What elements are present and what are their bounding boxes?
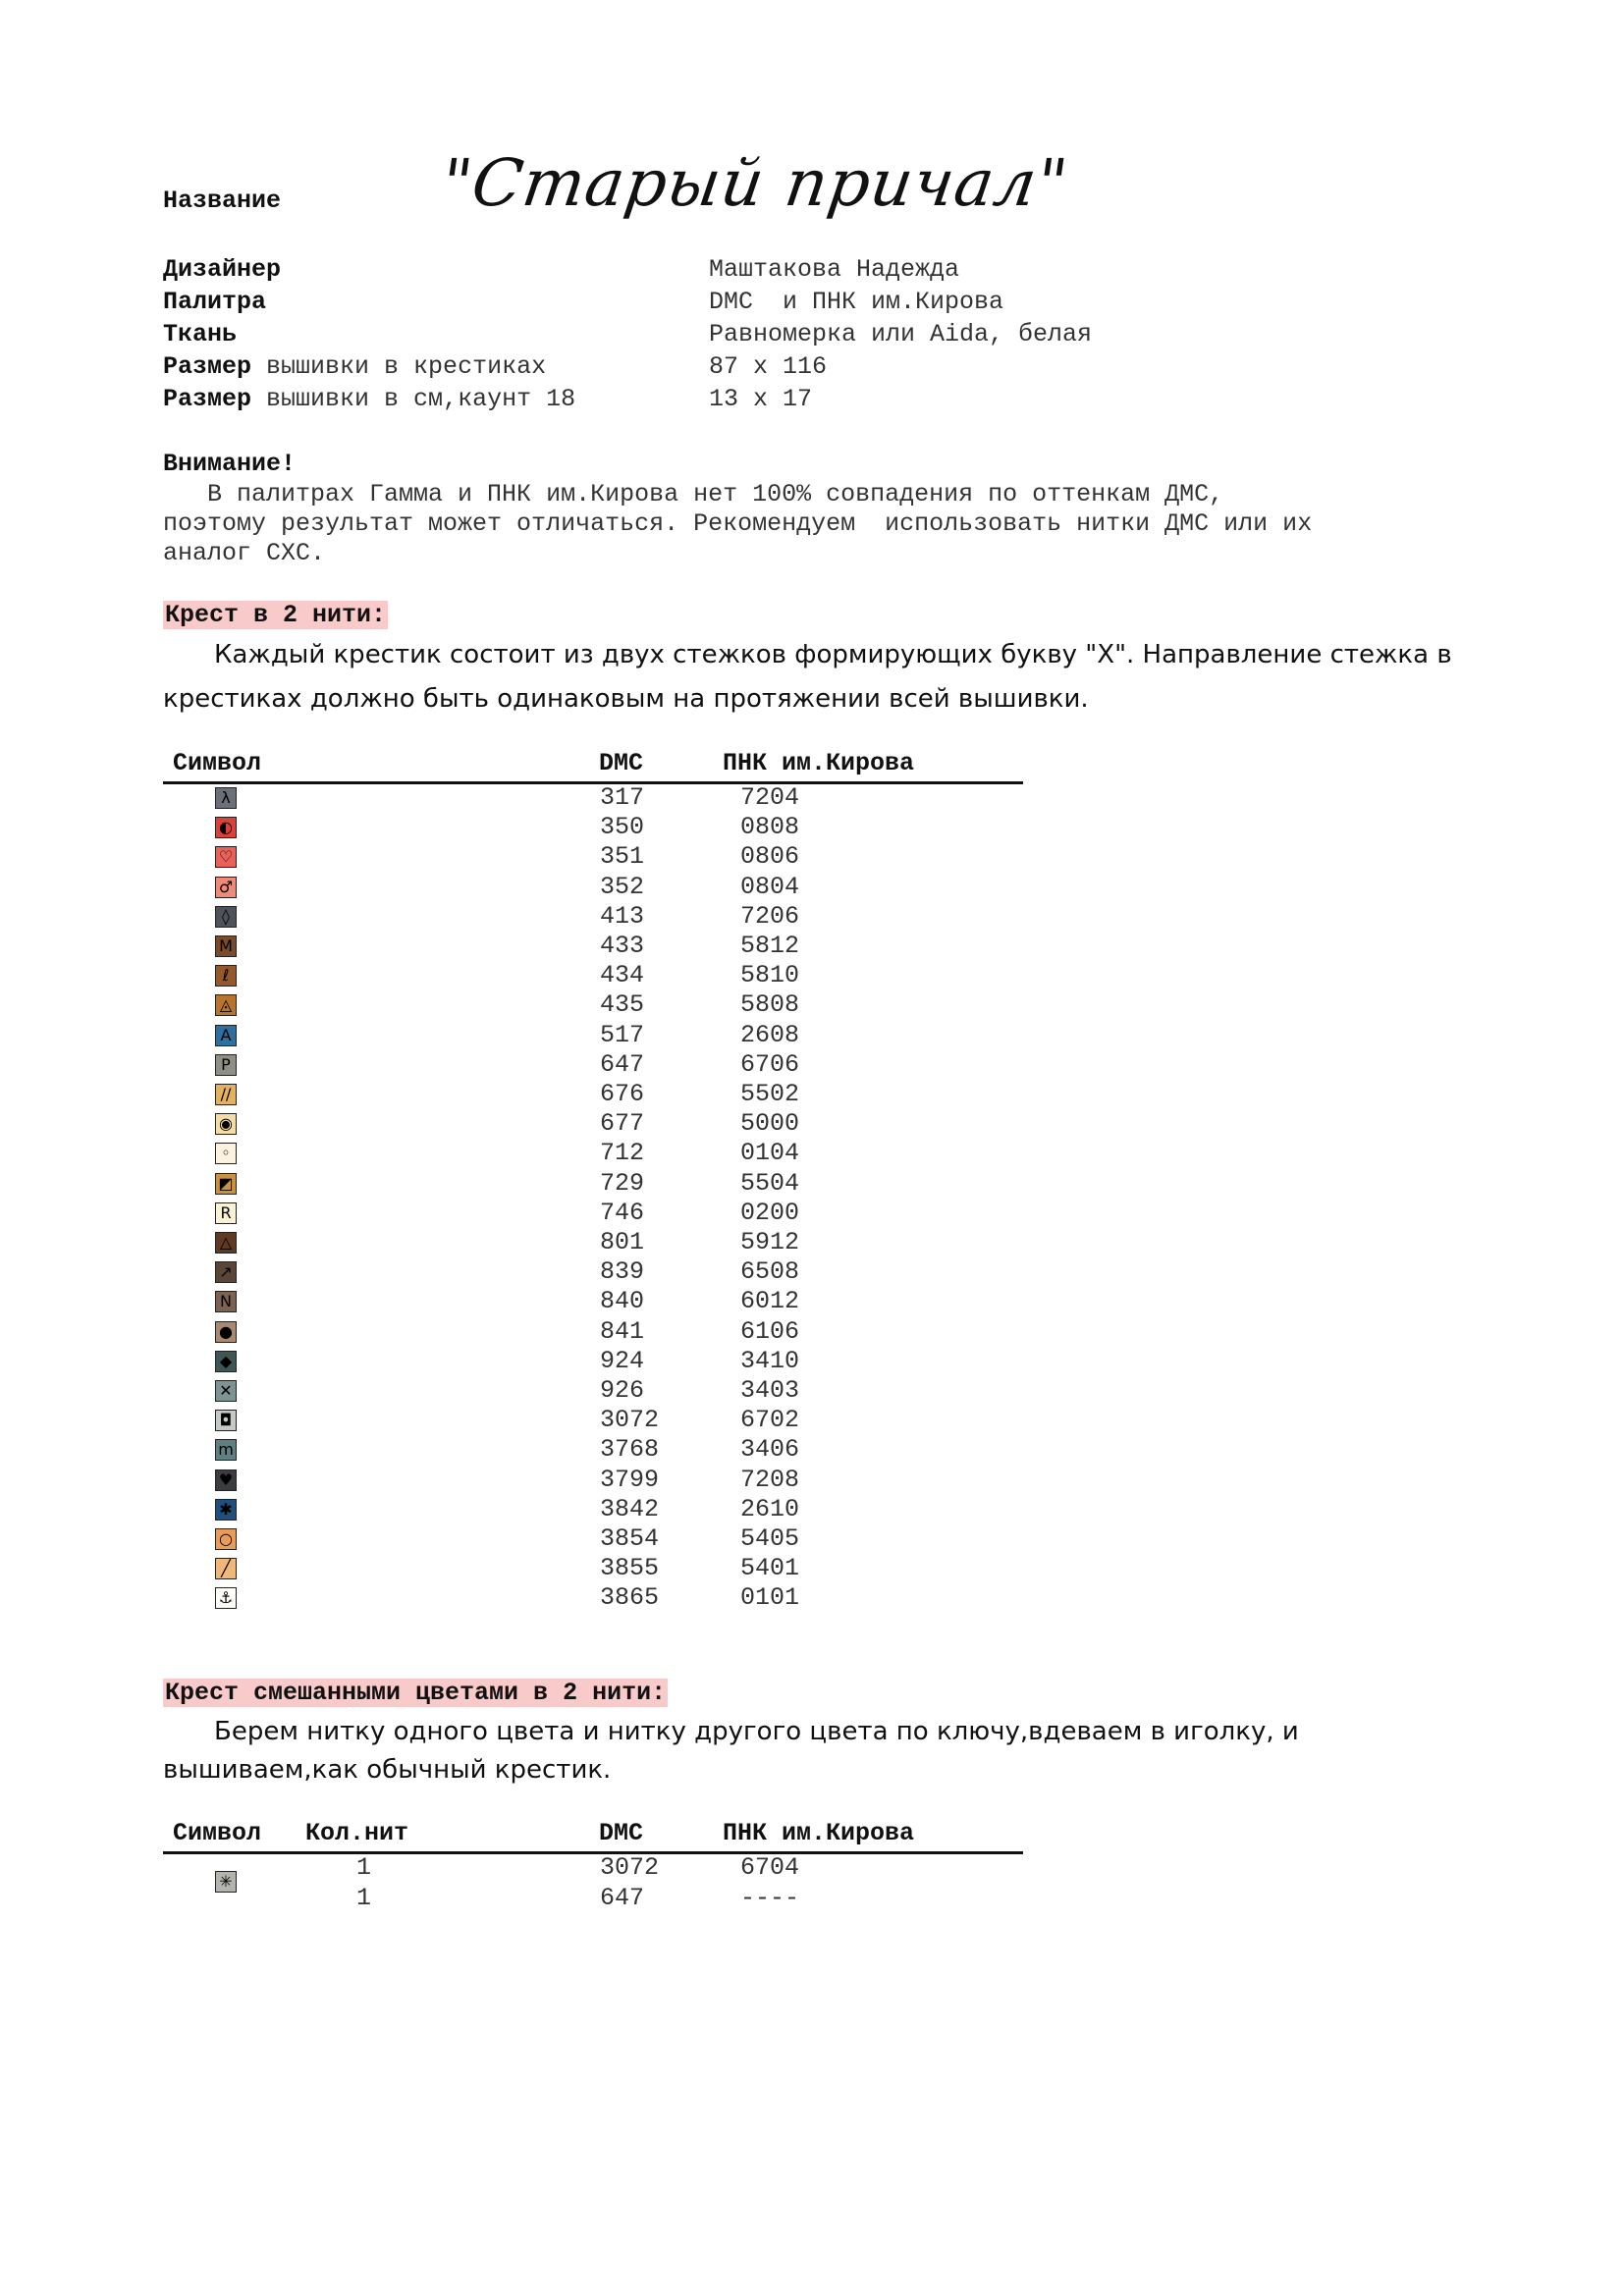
letter-m-small-icon: m — [215, 1439, 237, 1461]
section2-desc-line-2: вышиваем,как обычный крестик. — [163, 1755, 612, 1785]
half-circle-icon: ◐ — [215, 817, 237, 838]
script-l-icon: ℓ — [215, 965, 237, 987]
dmc-code: 350 — [600, 813, 645, 842]
pnk-code: 5502 — [740, 1080, 800, 1108]
heart-icon: ♡ — [215, 846, 237, 868]
dmc-code: 3854 — [600, 1524, 660, 1553]
pnk-code: 7204 — [740, 783, 800, 812]
dot-icon: ● — [215, 1321, 237, 1343]
notice-line-3: аналог СХС. — [163, 539, 326, 567]
palette-label: Палитра — [163, 288, 267, 316]
dmc-code: 647 — [600, 1049, 645, 1079]
size-cross-label-bold: Размер — [163, 352, 252, 381]
triangle-icon: △ — [215, 1232, 237, 1254]
pnk-code: 0104 — [740, 1139, 800, 1168]
dmc-code: 3799 — [600, 1465, 660, 1494]
triangle-dot-icon: ◬ — [215, 994, 237, 1016]
letter-m-icon: M — [215, 935, 237, 957]
dmc-code: 3072 — [600, 1853, 660, 1882]
letter-r-icon: R — [215, 1202, 237, 1224]
dmc-code: 839 — [600, 1257, 645, 1287]
dmc-code: 712 — [600, 1139, 645, 1168]
dmc-code: 352 — [600, 872, 645, 901]
dmc-code: 840 — [600, 1287, 645, 1316]
size-cm-label — [163, 385, 575, 413]
heart-filled-icon: ♥ — [215, 1469, 237, 1491]
notice-title: Внимание! — [163, 450, 297, 478]
section1-desc-line-2: крестиках должно быть одинаковым на протяжении всей вышивки. — [163, 684, 1089, 714]
pnk-code: 6012 — [740, 1287, 800, 1316]
pnk-code: 0200 — [740, 1198, 800, 1227]
pnk-code: 0101 — [740, 1583, 800, 1613]
dmc-code: 801 — [600, 1228, 645, 1256]
dmc-code: 841 — [600, 1316, 645, 1346]
dmc-code: 746 — [600, 1198, 645, 1227]
dmc-code: 435 — [600, 990, 645, 1020]
notice-line-2: поэтому результат может отличаться. Рекомендуем использовать нитки ДМС или их — [163, 509, 1313, 538]
section2-heading-text: Крест смешанными цветами в 2 нити: — [165, 1679, 667, 1707]
table2-header-dmc: DMC — [599, 1819, 644, 1847]
designer-value: Маштакова Надежда — [709, 255, 960, 284]
dmc-code: 647 — [600, 1883, 645, 1912]
pnk-code: 6508 — [740, 1257, 800, 1287]
slash-icon: ╱ — [215, 1558, 237, 1579]
pnk-code: 2610 — [740, 1494, 800, 1523]
dmc-code: 351 — [600, 842, 645, 872]
diamond-icon: ◊ — [215, 906, 237, 928]
size-cross-label-rest: вышивки в крестиках — [266, 352, 547, 381]
pnk-code: 5401 — [740, 1554, 800, 1583]
palette-value: DMC и ПНК им.Кирова — [709, 288, 1004, 316]
asterisk-icon: ✳ — [215, 1871, 237, 1893]
fabric-value: Равномерка или Aida, белая — [709, 320, 1093, 348]
target-icon: ◉ — [215, 1113, 237, 1135]
pnk-code: 5405 — [740, 1524, 800, 1553]
pnk-code: 3406 — [740, 1435, 800, 1465]
pnk-code: 0806 — [740, 842, 800, 872]
dmc-code: 3072 — [600, 1406, 660, 1435]
pnk-code: ---- — [740, 1883, 800, 1912]
letter-n-icon: N — [215, 1291, 237, 1312]
anchor-icon: ⚓ — [215, 1587, 237, 1609]
letter-a-icon: A — [215, 1025, 237, 1046]
pnk-code: 3403 — [740, 1376, 800, 1405]
table1-header-dmc: DMC — [599, 749, 644, 777]
corner-square-icon: ◘ — [215, 1410, 237, 1431]
dmc-code: 729 — [600, 1168, 645, 1198]
dmc-code: 3855 — [600, 1554, 660, 1583]
dmc-code: 3865 — [600, 1583, 660, 1613]
table1-header-symbol: Символ — [173, 749, 262, 777]
table2-header-count: Кол.нит — [305, 1819, 409, 1847]
size-cm-label-bold: Размер — [163, 385, 252, 413]
pnk-code: 6706 — [740, 1049, 800, 1079]
star-icon: ✱ — [215, 1499, 237, 1521]
pnk-code: 5504 — [740, 1168, 800, 1198]
size-cross-label — [163, 352, 546, 381]
pnk-code: 5812 — [740, 932, 800, 960]
dmc-code: 433 — [600, 932, 645, 960]
table1-header-pnk: ПНК им.Кирова — [723, 749, 915, 777]
table2-header-rule — [163, 1851, 1023, 1854]
dmc-code: 924 — [600, 1346, 645, 1375]
table2-header-symbol: Символ — [173, 1819, 262, 1847]
pnk-code: 7206 — [740, 901, 800, 931]
double-slash-icon: // — [215, 1084, 237, 1105]
dmc-code: 926 — [600, 1376, 645, 1405]
dmc-code: 517 — [600, 1020, 645, 1049]
lambda-icon: λ — [215, 787, 237, 809]
dmc-code: 677 — [600, 1109, 645, 1139]
section2-desc-line-1: Берем нитку одного цвета и нитку другого цвета по ключу,вдеваем в иголку, и — [214, 1717, 1299, 1746]
section1-heading — [163, 601, 388, 629]
thread-count: 1 — [356, 1853, 372, 1882]
dmc-code: 434 — [600, 961, 645, 990]
notice-line-1: В палитрах Гамма и ПНК им.Кирова нет 100% совпадения по оттенкам ДМС, — [163, 480, 1224, 508]
small-circle-icon: ◦ — [215, 1143, 237, 1164]
thread-count: 1 — [356, 1883, 372, 1912]
pnk-code: 6704 — [740, 1853, 800, 1882]
pnk-code: 5808 — [740, 990, 800, 1020]
pnk-code: 2608 — [740, 1020, 800, 1049]
pnk-code: 6702 — [740, 1406, 800, 1435]
section1-desc-line-1: Каждый крестик состоит из двух стежков формирующих букву "X". Направление стежка в — [214, 640, 1452, 669]
pattern-title: "Старый причал" — [436, 145, 1073, 221]
pnk-code: 7208 — [740, 1465, 800, 1494]
half-square-icon: ◩ — [215, 1173, 237, 1195]
pnk-code: 5912 — [740, 1228, 800, 1256]
pnk-code: 0804 — [740, 872, 800, 901]
letter-p-icon: P — [215, 1054, 237, 1076]
name-label: Название — [163, 187, 282, 215]
section2-heading — [163, 1679, 668, 1707]
dmc-code: 3768 — [600, 1435, 660, 1465]
arrow-icon: ↗ — [215, 1261, 237, 1283]
dmc-code: 676 — [600, 1080, 645, 1108]
table2-header-pnk: ПНК им.Кирова — [723, 1819, 915, 1847]
designer-label: Дизайнер — [163, 255, 282, 284]
mars-icon: ♂ — [215, 877, 237, 898]
size-cm-value: 13 x 17 — [709, 385, 813, 413]
pnk-code: 5000 — [740, 1109, 800, 1139]
cross-icon: ✕ — [215, 1380, 237, 1402]
size-cross-value: 87 x 116 — [709, 352, 828, 381]
section1-heading-text: Крест в 2 нити: — [165, 601, 387, 629]
leaf-icon: ◆ — [215, 1351, 237, 1372]
dmc-code: 413 — [600, 901, 645, 931]
pnk-code: 3410 — [740, 1346, 800, 1375]
circle-icon: ○ — [215, 1528, 237, 1550]
pnk-code: 0808 — [740, 813, 800, 842]
pnk-code: 5810 — [740, 961, 800, 990]
dmc-code: 3842 — [600, 1494, 660, 1523]
size-cm-label-rest: вышивки в см,каунт 18 — [266, 385, 576, 413]
table1-header-rule — [163, 781, 1023, 784]
dmc-code: 317 — [600, 783, 645, 812]
pnk-code: 6106 — [740, 1316, 800, 1346]
fabric-label: Ткань — [163, 320, 238, 348]
